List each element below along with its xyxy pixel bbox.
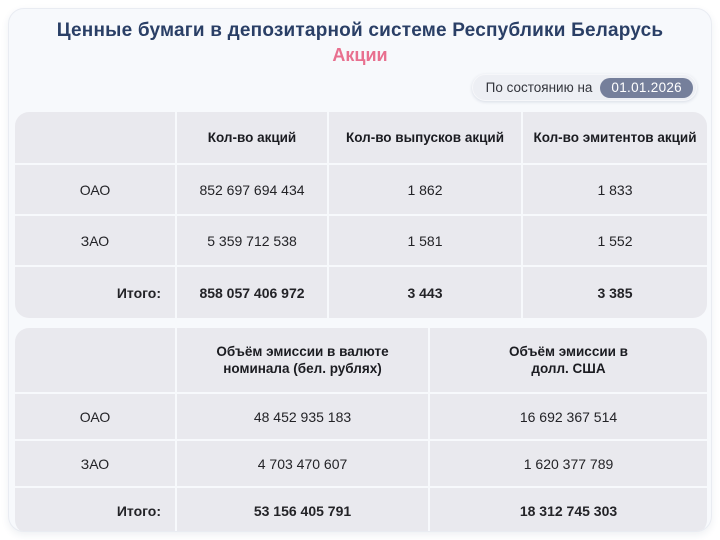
emission-volume-table (15, 328, 707, 532)
t2-row-oao-label: ОАО (15, 394, 175, 439)
t1-total-shares: 858 057 406 972 (177, 267, 327, 318)
securities-stats-card (8, 8, 712, 532)
as-of-date-value: 01.01.2026 (600, 78, 693, 98)
t1-header-empty (15, 112, 175, 163)
t1-row-zao-issues: 1 581 (329, 216, 521, 265)
t2-row-zao-usd: 1 620 377 789 (430, 441, 707, 486)
t2-row-oao-byn: 48 452 935 183 (177, 394, 428, 439)
t2-header-byn: Объём эмиссии в валюте номинала (бел. рублях) (177, 328, 428, 392)
t1-row-zao-label: ЗАО (15, 216, 175, 265)
t2-header-usd: Объём эмиссии в долл. США (430, 328, 707, 392)
page-title: Ценные бумаги в депозитарной системе Республики Беларусь (56, 20, 664, 41)
shares-count-table (15, 112, 707, 318)
t1-header-shares: Кол-во акций (177, 112, 327, 163)
t2-header-empty (15, 328, 175, 392)
t1-total-label: Итого: (15, 267, 175, 318)
t1-row-oao-issues: 1 862 (329, 165, 521, 214)
t2-row-zao-label: ЗАО (15, 441, 175, 486)
as-of-row (15, 74, 705, 101)
as-of-date-badge[interactable] (472, 74, 697, 101)
t1-row-oao-label: ОАО (15, 165, 175, 214)
t1-row-oao-shares: 852 697 694 434 (177, 165, 327, 214)
t1-header-issuers: Кол-во эмитентов акций (523, 112, 707, 163)
t1-total-issuers: 3 385 (523, 267, 707, 318)
t2-row-oao-usd: 16 692 367 514 (430, 394, 707, 439)
page-subtitle: Акции (332, 45, 388, 65)
t2-total-label: Итого: (15, 488, 175, 532)
t1-total-issues: 3 443 (329, 267, 521, 318)
t2-total-usd: 18 312 745 303 (430, 488, 707, 532)
as-of-label: По состоянию на (485, 80, 593, 95)
t1-row-zao-issuers: 1 552 (523, 216, 707, 265)
t1-row-zao-shares: 5 359 712 538 (177, 216, 327, 265)
t1-row-oao-issuers: 1 833 (523, 165, 707, 214)
t2-total-byn: 53 156 405 791 (177, 488, 428, 532)
t2-row-zao-byn: 4 703 470 607 (177, 441, 428, 486)
t1-header-issues: Кол-во выпусков акций (329, 112, 521, 163)
